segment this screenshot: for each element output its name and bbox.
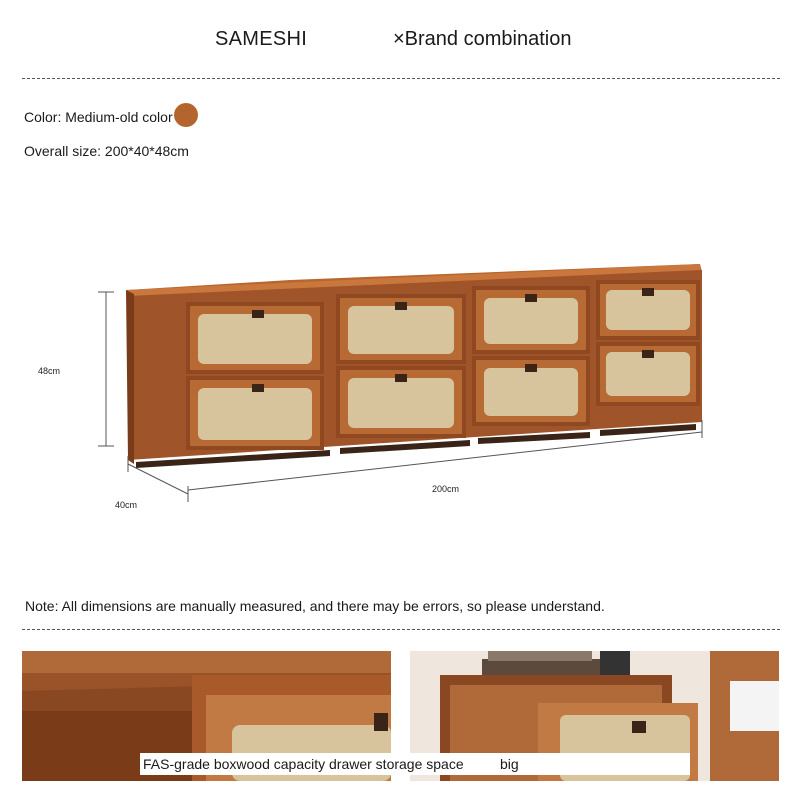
top-divider [22, 78, 780, 79]
color-spec: Color: Medium-old color [24, 109, 173, 125]
cabinet-drawing [0, 250, 800, 530]
caption-main-text: FAS-grade boxwood capacity drawer storage space [143, 756, 464, 772]
bottom-divider [22, 629, 780, 630]
caption-tail-text: big [500, 756, 519, 772]
measurement-note: Note: All dimensions are manually measured, and there may be errors, so please understand. [25, 598, 605, 614]
photo-caption [140, 753, 690, 775]
depth-dimension-label: 40cm [115, 500, 138, 510]
header [0, 26, 800, 56]
height-dimension-label: 48cm [38, 366, 61, 376]
brand-combination-title: ×Brand combination [393, 28, 572, 50]
product-illustration [0, 250, 800, 530]
color-swatch [174, 103, 198, 127]
size-spec: Overall size: 200*40*48cm [24, 143, 189, 159]
brand-title: SAMESHI [215, 28, 308, 50]
width-dimension-label: 200cm [432, 484, 460, 494]
